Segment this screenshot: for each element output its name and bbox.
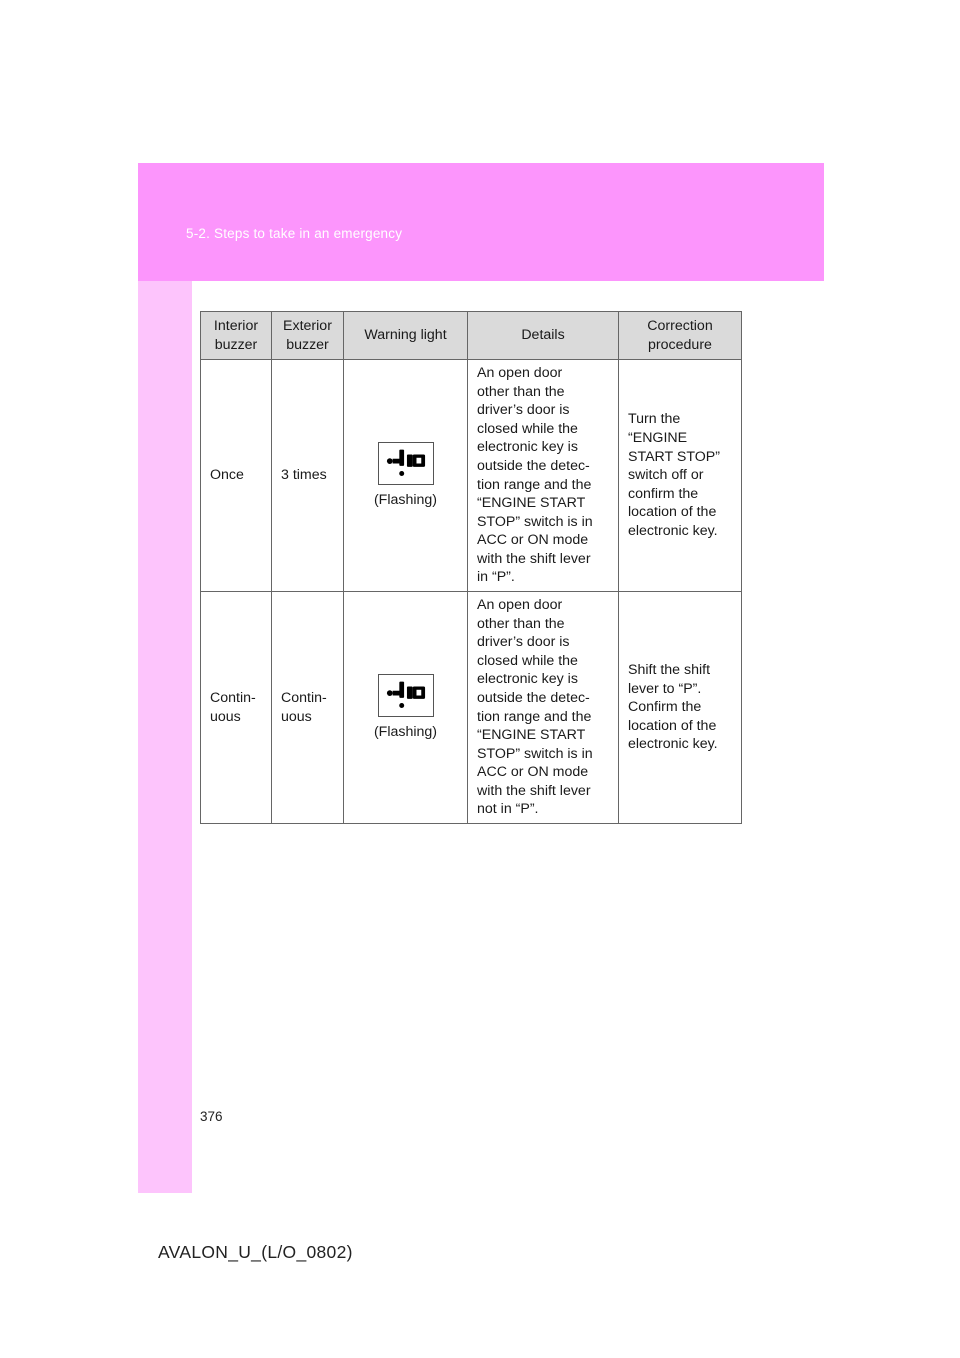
section-title: 5-2. Steps to take in an emergency: [186, 226, 403, 241]
flashing-note: (Flashing): [373, 723, 438, 740]
side-strip: [138, 163, 192, 1193]
header-interior-buzzer: Interior buzzer: [201, 312, 272, 360]
cell-correction-procedure: Shift the shift lever to “P”. Confirm the location of the electronic key.: [619, 592, 742, 824]
flashing-note: (Flashing): [373, 491, 438, 508]
cell-interior-buzzer: Once: [201, 360, 272, 592]
cell-correction-procedure: Turn the “ENGINE START STOP” switch off or confirm the location of the electronic key.: [619, 360, 742, 592]
cell-warning-light: [344, 592, 468, 824]
table-row: [201, 592, 742, 824]
warning-table: [200, 311, 742, 824]
cell-interior-buzzer: Contin- uous: [201, 592, 272, 824]
cell-exterior-buzzer: Contin- uous: [272, 592, 344, 824]
document-code: AVALON_U_(L/O_0802): [158, 1242, 353, 1262]
seatbelt-warning-icon: [378, 442, 434, 485]
table-header-row: [201, 312, 742, 360]
header-exterior-buzzer: Exterior buzzer: [272, 312, 344, 360]
table-row: [201, 360, 742, 592]
header-correction-procedure: Correction procedure: [619, 312, 742, 360]
header-details: Details: [468, 312, 619, 360]
header-warning-light: Warning light: [344, 312, 468, 360]
cell-exterior-buzzer: 3 times: [272, 360, 344, 592]
cell-warning-light: [344, 360, 468, 592]
page-number: 376: [200, 1109, 223, 1124]
seatbelt-warning-icon: [378, 674, 434, 717]
cell-details: An open door other than the driver’s door is closed while the electronic key is outside the detec- tion range and the “ENGINE START STOP” switch is in ACC or ON mode with the shift lever in “P”.: [468, 360, 619, 592]
header-band: [138, 163, 824, 281]
cell-details: An open door other than the driver’s door is closed while the electronic key is outside the detec- tion range and the “ENGINE START STOP” switch is in ACC or ON mode with the shift lever not in “P”.: [468, 592, 619, 824]
